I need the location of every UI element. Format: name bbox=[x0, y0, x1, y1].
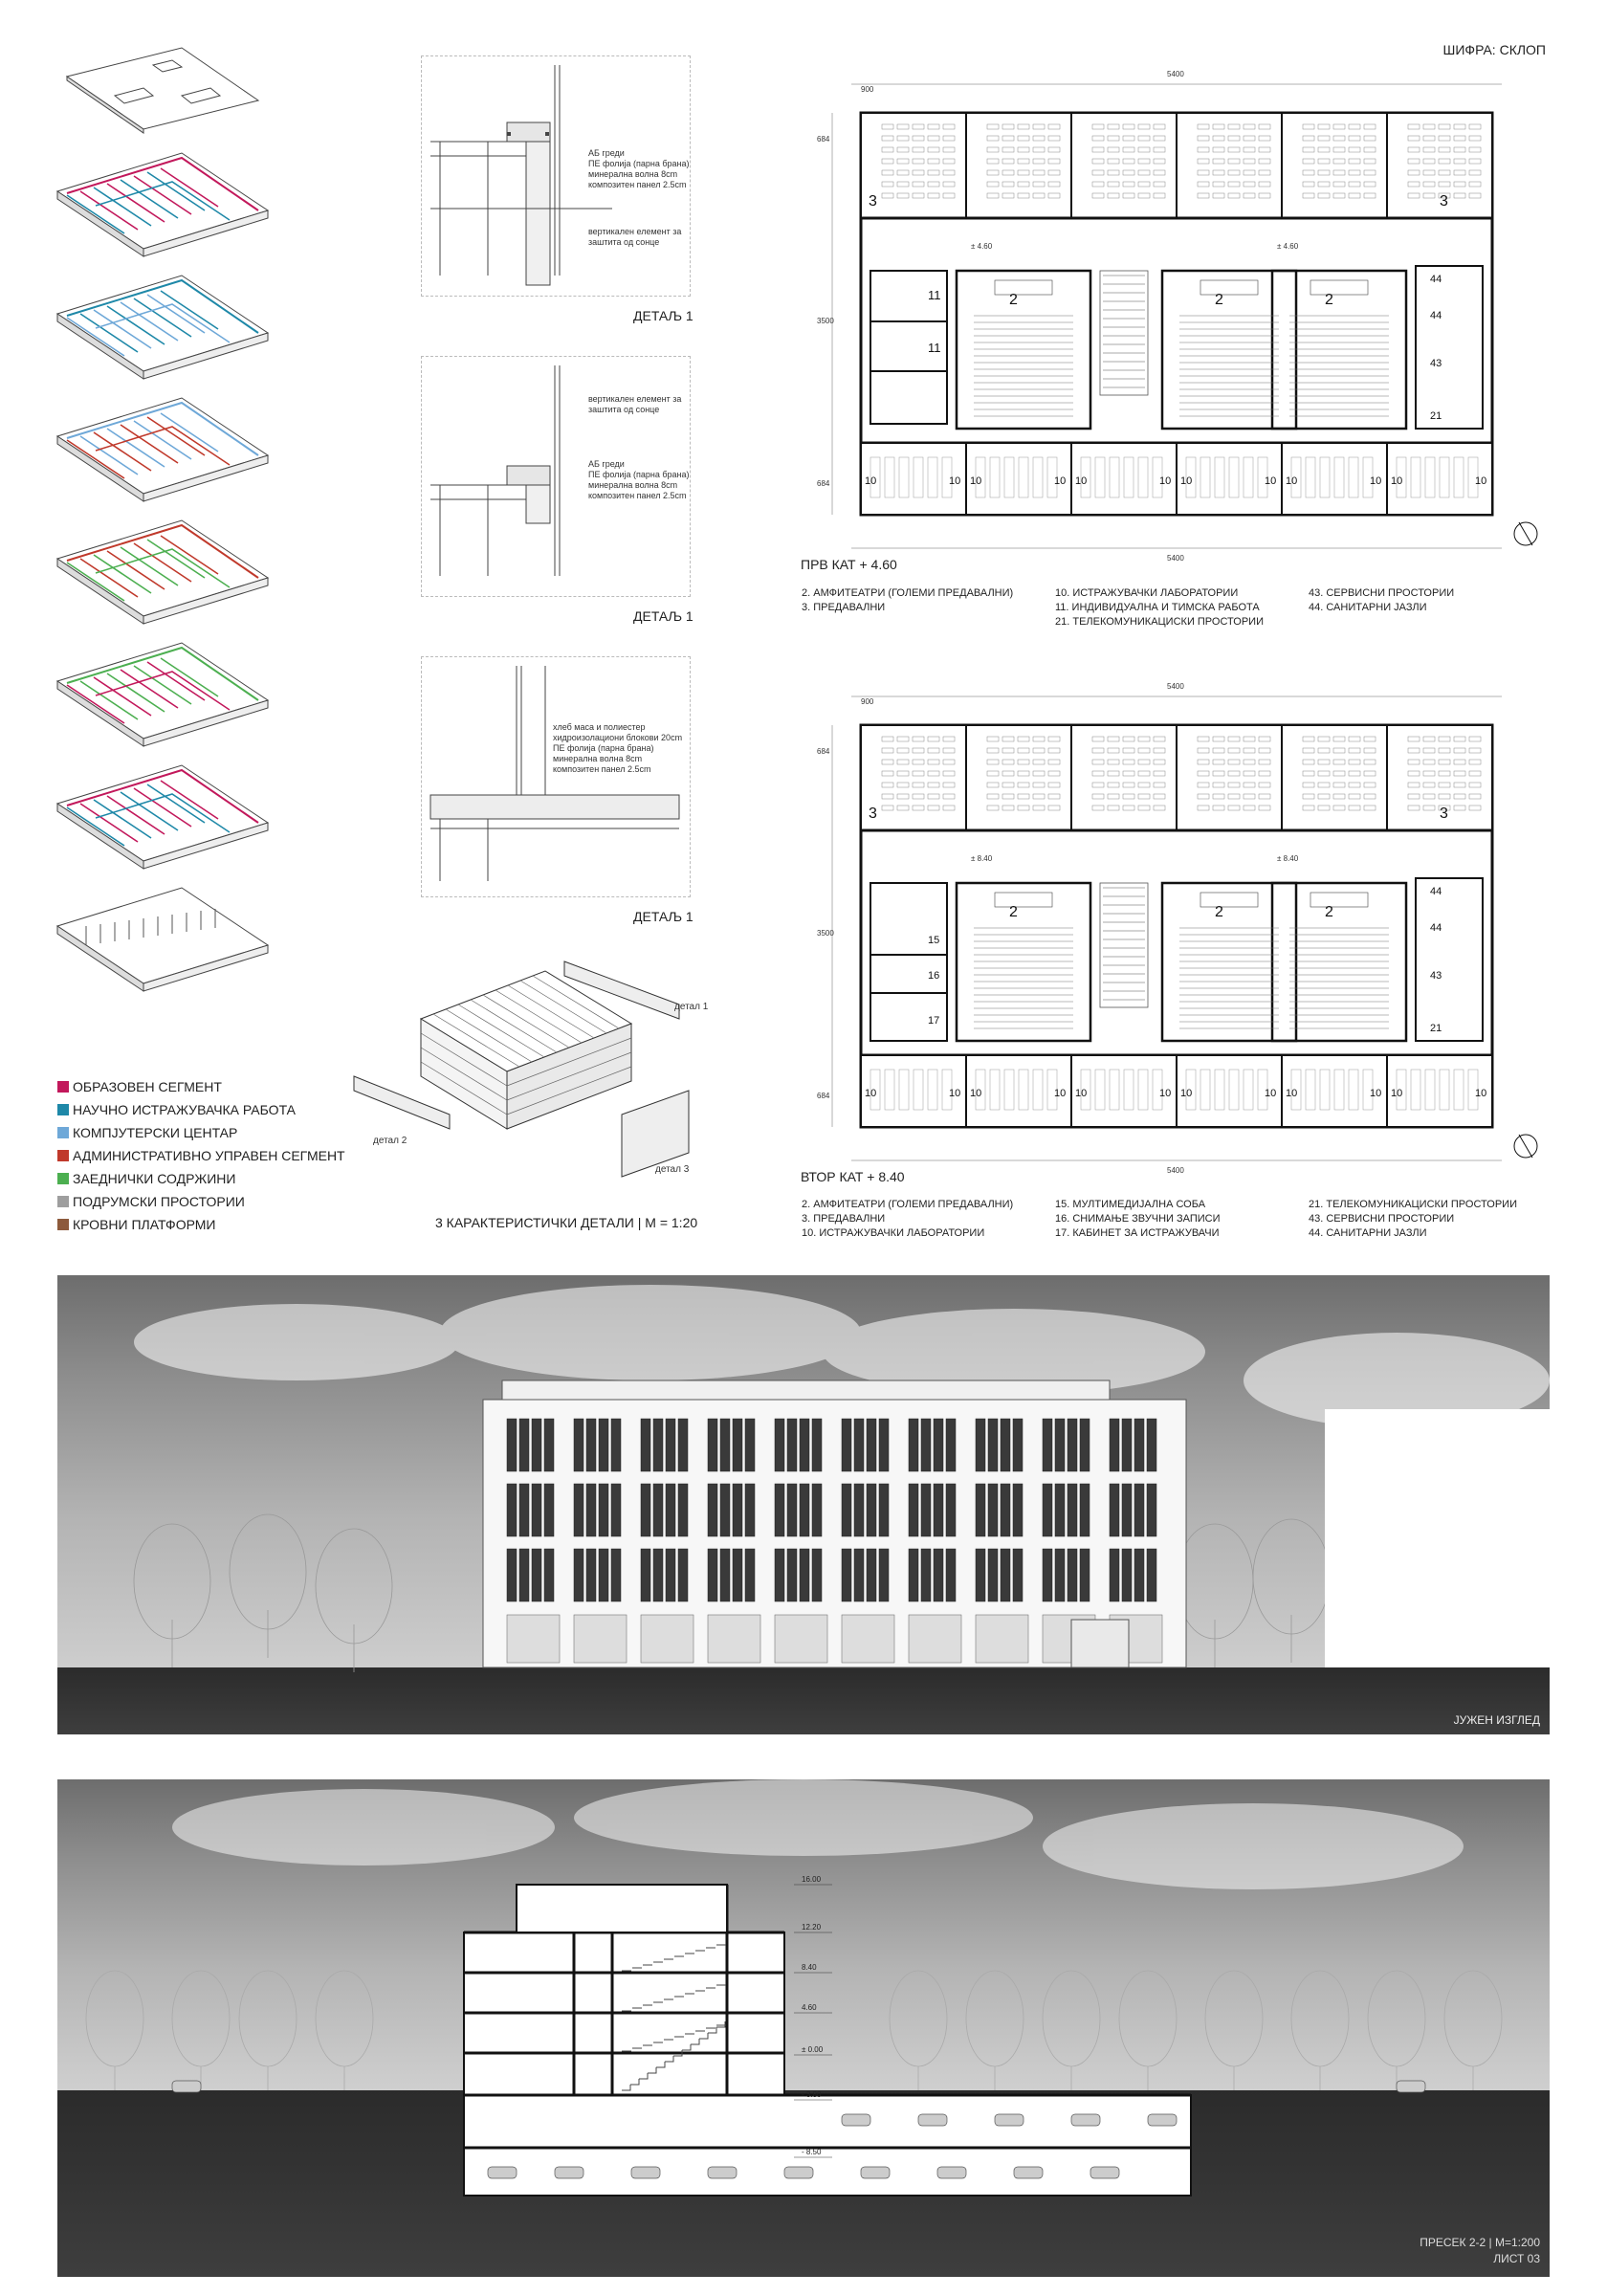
axon-floor-slab bbox=[57, 765, 268, 869]
legend-swatch bbox=[57, 1104, 69, 1115]
detail-2-label: ДЕТАЉ 1 bbox=[633, 608, 693, 624]
level-value: 16.00 bbox=[802, 1875, 822, 1884]
tree bbox=[1253, 1519, 1330, 1663]
plan1-room-label: 3 bbox=[1440, 193, 1448, 210]
legend-item: АДМИНИСТРАТИВНО УПРАВЕН СЕГМЕНТ bbox=[57, 1147, 345, 1164]
car bbox=[488, 2167, 517, 2178]
plan2-room-label: 16 bbox=[928, 970, 940, 982]
tree bbox=[316, 1971, 373, 2090]
car bbox=[172, 2081, 201, 2092]
plan2-room-label: 15 bbox=[928, 935, 940, 946]
plan2-overall-dim-bottom: 5400 bbox=[1167, 1166, 1184, 1175]
plan2-room-label: 3 bbox=[869, 806, 877, 822]
plan1-side-dim: 684 bbox=[817, 479, 830, 488]
legend-item: НАУЧНО ИСТРАЖУВАЧКА РАБОТА bbox=[57, 1101, 296, 1118]
plan2-overall-dim-top: 5400 bbox=[1167, 682, 1184, 691]
plan2-bay-dim: 900 bbox=[861, 697, 874, 706]
plan-room-label: 10 bbox=[1159, 475, 1172, 487]
tree bbox=[1368, 1971, 1425, 2090]
plan2-title: ВТОР КАТ + 8.40 bbox=[801, 1169, 905, 1184]
detail-1-label: ДЕТАЉ 1 bbox=[633, 308, 693, 323]
axon-label-detail-3: детал 3 bbox=[655, 1164, 690, 1175]
plan-room-label: 10 bbox=[1265, 475, 1277, 487]
ground-glazing bbox=[641, 1615, 693, 1663]
tree bbox=[239, 1971, 297, 2090]
plan2-level-mark: ± 8.40 bbox=[1277, 854, 1299, 863]
tree bbox=[86, 1971, 143, 2090]
plan1-room-label: 3 bbox=[869, 193, 877, 210]
level-value: - 8.50 bbox=[802, 2148, 822, 2156]
plan2-room-label: 21 bbox=[1430, 1023, 1442, 1034]
plan1-room-label: 11 bbox=[928, 288, 941, 302]
ground-glazing bbox=[574, 1615, 627, 1663]
plan1-room-label: 11 bbox=[928, 341, 941, 355]
plan2-side-dim: 684 bbox=[817, 1092, 830, 1100]
tree bbox=[890, 1971, 947, 2090]
plan-room-label: 10 bbox=[1054, 1088, 1067, 1099]
sheet-number: ЛИСТ 03 bbox=[1493, 2252, 1540, 2265]
lecture-room bbox=[1177, 113, 1282, 218]
axon-roof-level bbox=[67, 48, 258, 133]
plan-room-label: 10 bbox=[1370, 475, 1382, 487]
plan2-room-label: 44 bbox=[1430, 922, 1442, 934]
section-title: ПРЕСЕК 2-2 | M=1:200 bbox=[1420, 2236, 1540, 2249]
detail-2-notes: вертикален елемент за заштита од сонце АБ греди ПЕ фолија (парна брана) минерална волна 8cm композитен панел 2.5cm bbox=[588, 394, 690, 500]
plan1-room-label: 2 bbox=[1009, 292, 1018, 308]
car bbox=[861, 2167, 890, 2178]
plan2-room-label: 2 bbox=[1009, 904, 1018, 920]
plan-room-label: 10 bbox=[949, 1088, 961, 1099]
axon-floor-slab bbox=[57, 276, 268, 379]
plan-room-label: 10 bbox=[1286, 1088, 1298, 1099]
legend-swatch bbox=[57, 1081, 69, 1093]
plan1-legend-col: 43. СЕРВИСНИ ПРОСТОРИИ 44. САНИТАРНИ ЈАЗЛИ bbox=[1309, 587, 1455, 613]
plan1-room-label: 43 bbox=[1430, 358, 1442, 369]
plan1-side-dim: 684 bbox=[817, 135, 830, 144]
floor-plan-1 bbox=[813, 65, 1540, 563]
level-mark bbox=[794, 1923, 832, 1932]
legend-item: КРОВНИ ПЛАТФОРМИ bbox=[57, 1216, 216, 1233]
plan2-room-label: 2 bbox=[1325, 904, 1333, 920]
plan-room-label: 10 bbox=[1180, 475, 1193, 487]
legend-swatch bbox=[57, 1127, 69, 1138]
lecture-room bbox=[966, 113, 1071, 218]
plan-room-label: 10 bbox=[949, 475, 961, 487]
car bbox=[1071, 2114, 1100, 2126]
level-value: - 3.80 bbox=[802, 2090, 822, 2099]
tree bbox=[966, 1971, 1024, 2090]
lecture-room bbox=[966, 725, 1071, 830]
tree bbox=[230, 1514, 306, 1658]
detail-1-notes: АБ греди ПЕ фолија (парна брана) минерална волна 8cm композитен панел 2.5cm вертикален елемент за заштита од сонце bbox=[588, 148, 690, 247]
elevation-drawing bbox=[57, 1275, 1550, 1734]
plan1-legend-col: 10. ИСТРАЖУВАЧКИ ЛАБОРАТОРИИ 11. ИНДИВИДУАЛНА И ТИМСКА РАБОТА 21. ТЕЛЕКОМУНИКАЦИСКИ ПРОСТОРИИ bbox=[1055, 587, 1264, 628]
car bbox=[631, 2167, 660, 2178]
south-elevation-panel bbox=[57, 1275, 1550, 1734]
car bbox=[1090, 2167, 1119, 2178]
plan-room-label: 10 bbox=[1286, 475, 1298, 487]
tree bbox=[1291, 1971, 1349, 2090]
plan-room-label: 10 bbox=[1075, 1088, 1088, 1099]
tree bbox=[134, 1524, 210, 1667]
plan1-room-label: 2 bbox=[1215, 292, 1223, 308]
axonometric-exploded-stack bbox=[38, 38, 287, 1052]
ground-glazing bbox=[775, 1615, 827, 1663]
plan2-room-label: 17 bbox=[928, 1015, 940, 1027]
sheet-code: ШИФРА: СКЛОП bbox=[1442, 42, 1546, 57]
ground-glazing bbox=[976, 1615, 1028, 1663]
axon-floor-slab bbox=[57, 153, 268, 256]
tree bbox=[172, 1971, 230, 2090]
plan1-overall-dim-top: 5400 bbox=[1167, 70, 1184, 78]
plan1-side-dim: 3500 bbox=[817, 317, 834, 325]
tree bbox=[1119, 1971, 1177, 2090]
tree bbox=[1444, 1971, 1502, 2090]
detail-3-drawing bbox=[421, 656, 689, 895]
stair-core bbox=[1103, 276, 1145, 387]
level-value: 8.40 bbox=[802, 1963, 817, 1972]
plan1-title: ПРВ КАТ + 4.60 bbox=[801, 557, 897, 572]
plan-room-label: 10 bbox=[1075, 475, 1088, 487]
detail-3-label: ДЕТАЉ 1 bbox=[633, 909, 693, 924]
legend-swatch bbox=[57, 1150, 69, 1161]
legend-item: ПОДРУМСКИ ПРОСТОРИИ bbox=[57, 1193, 245, 1210]
plan1-room-label: 44 bbox=[1430, 310, 1442, 321]
tree bbox=[1043, 1971, 1100, 2090]
level-mark bbox=[794, 2003, 832, 2013]
car bbox=[842, 2114, 870, 2126]
legend-swatch bbox=[57, 1219, 69, 1230]
level-mark bbox=[794, 1963, 832, 1973]
car bbox=[708, 2167, 737, 2178]
ground-glazing bbox=[842, 1615, 894, 1663]
car bbox=[555, 2167, 583, 2178]
tree bbox=[316, 1529, 392, 1672]
ground-glazing bbox=[708, 1615, 760, 1663]
lecture-room bbox=[1282, 725, 1387, 830]
car bbox=[918, 2114, 947, 2126]
level-value: 4.60 bbox=[802, 2003, 817, 2012]
axon-label-detail-1: детал 1 bbox=[674, 1002, 708, 1012]
plan2-side-dim: 3500 bbox=[817, 929, 834, 938]
plan2-legend-col: 15. МУЛТИМЕДИЈАЛНА СОБА 16. СНИМАЊЕ ЗВУЧНИ ЗАПИСИ 17. КАБИНЕТ ЗА ИСТРАЖУВАЧИ bbox=[1055, 1199, 1221, 1239]
level-value: 12.20 bbox=[802, 1923, 822, 1932]
plan1-room-label: 2 bbox=[1325, 292, 1333, 308]
car bbox=[784, 2167, 813, 2178]
plan-room-label: 10 bbox=[865, 1088, 877, 1099]
axon-label-detail-2: детал 2 bbox=[373, 1136, 407, 1146]
car bbox=[1148, 2114, 1177, 2126]
car bbox=[937, 2167, 966, 2178]
plan2-legend-col: 21. ТЕЛЕКОМУНИКАЦИСКИ ПРОСТОРИИ 43. СЕРВИСНИ ПРОСТОРИИ 44. САНИТАРНИ ЈАЗЛИ bbox=[1309, 1199, 1517, 1239]
car bbox=[1014, 2167, 1043, 2178]
section-panel bbox=[57, 1779, 1550, 2277]
level-mark bbox=[794, 1875, 832, 1885]
plan1-room-label: 44 bbox=[1430, 274, 1442, 285]
legend-item: ОБРАЗОВЕН СЕГМЕНТ bbox=[57, 1078, 222, 1095]
plan2-level-mark: ± 8.40 bbox=[971, 854, 993, 863]
plan-room-label: 10 bbox=[1370, 1088, 1382, 1099]
plan1-legend-col: 2. АМФИТЕАТРИ (ГОЛЕМИ ПРЕДАВАЛНИ) 3. ПРЕДАВАЛНИ bbox=[802, 587, 1014, 613]
car bbox=[1397, 2081, 1425, 2092]
plan1-room-label: 21 bbox=[1430, 410, 1442, 422]
detail-3-notes: хлеб маса и полиестер хидроизолациони блокови 20cm ПЕ фолија (парна брана) минерална волна 8cm композитен панел 2.5cm bbox=[553, 722, 683, 774]
plan-room-label: 10 bbox=[1391, 475, 1403, 487]
plan-room-label: 10 bbox=[1180, 1088, 1193, 1099]
lecture-room bbox=[1071, 725, 1177, 830]
plan-room-label: 10 bbox=[1054, 475, 1067, 487]
plan1-bay-dim: 900 bbox=[861, 85, 874, 94]
details-caption: 3 КАРАКТЕРИСТИЧКИ ДЕТАЛИ | M = 1:20 bbox=[435, 1215, 698, 1230]
plan-room-label: 10 bbox=[970, 475, 982, 487]
ground-glazing bbox=[909, 1615, 961, 1663]
level-mark bbox=[794, 2045, 832, 2055]
plan-room-label: 10 bbox=[1475, 475, 1487, 487]
plan-room-label: 10 bbox=[1265, 1088, 1277, 1099]
lecture-room bbox=[1282, 113, 1387, 218]
axon-floor-slab bbox=[57, 643, 268, 746]
axon-floor-slab bbox=[57, 888, 268, 991]
legend-item: КОМПЈУТЕРСКИ ЦЕНТАР bbox=[57, 1124, 237, 1141]
ground-glazing bbox=[507, 1615, 560, 1663]
tree bbox=[1205, 1971, 1263, 2090]
plan-room-label: 10 bbox=[970, 1088, 982, 1099]
plan-room-label: 10 bbox=[865, 475, 877, 487]
plan2-room-label: 44 bbox=[1430, 886, 1442, 897]
lecture-room bbox=[1177, 725, 1282, 830]
section-drawing bbox=[57, 1779, 1550, 2277]
legend-item: ЗАЕДНИЧКИ СОДРЖИНИ bbox=[57, 1170, 235, 1187]
elevation-title: ЈУЖЕН ИЗГЛЕД bbox=[1453, 1713, 1540, 1727]
legend-swatch bbox=[57, 1173, 69, 1184]
plan2-room-label: 43 bbox=[1430, 970, 1442, 982]
lecture-room bbox=[1071, 113, 1177, 218]
plan1-overall-dim-bottom: 5400 bbox=[1167, 554, 1184, 563]
plan-room-label: 10 bbox=[1475, 1088, 1487, 1099]
plan-room-label: 10 bbox=[1159, 1088, 1172, 1099]
floor-plan-2 bbox=[813, 677, 1540, 1175]
plan2-legend-col: 2. АМФИТЕАТРИ (ГОЛЕМИ ПРЕДАВАЛНИ) 3. ПРЕДАВАЛНИ 10. ИСТРАЖУВАЧКИ ЛАБОРАТОРИИ bbox=[802, 1199, 1014, 1239]
details-axonometric bbox=[344, 952, 708, 1196]
plan2-room-label: 2 bbox=[1215, 904, 1223, 920]
plan2-side-dim: 684 bbox=[817, 747, 830, 756]
plan1-level-mark: ± 4.60 bbox=[971, 242, 993, 251]
plan1-level-mark: ± 4.60 bbox=[1277, 242, 1299, 251]
level-value: ± 0.00 bbox=[802, 2045, 824, 2054]
plan-room-label: 10 bbox=[1391, 1088, 1403, 1099]
car bbox=[995, 2114, 1024, 2126]
axon-floor-slab bbox=[57, 520, 268, 624]
tree bbox=[1177, 1524, 1253, 1667]
stair-core bbox=[1103, 888, 1145, 1000]
plan2-room-label: 3 bbox=[1440, 806, 1448, 822]
legend-swatch bbox=[57, 1196, 69, 1207]
axon-floor-slab bbox=[57, 398, 268, 501]
